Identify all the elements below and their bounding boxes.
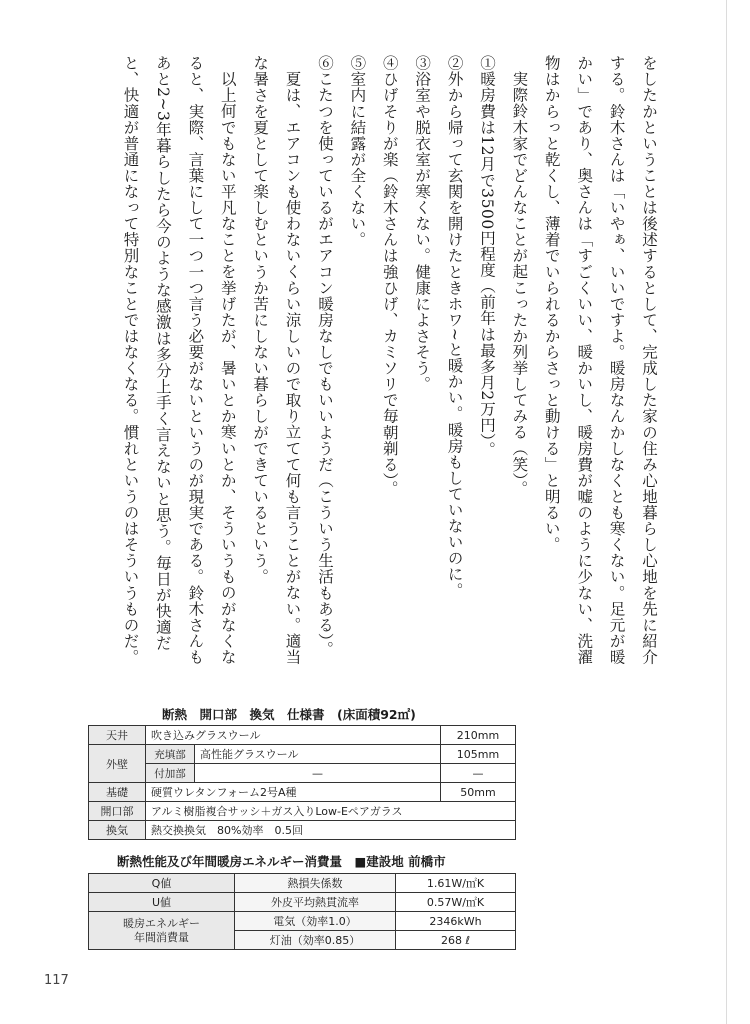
heating-label-line1: 暖房エネルギー <box>123 916 200 930</box>
table-cell <box>89 912 235 950</box>
table-cell: 50mm <box>441 783 516 802</box>
table-cell: 外壁 <box>89 745 146 783</box>
list-item: ①暖房費は12月で3500円程度（前年は最多月2万円）。 <box>477 55 496 458</box>
table-row <box>89 821 516 840</box>
table-cell: 105mm <box>441 745 516 764</box>
table-cell: 熱損失係数 <box>235 874 396 893</box>
list-item: ③浴室や脱衣室が寒くない。健康によさそう。 <box>413 55 432 393</box>
table-cell: — <box>195 764 441 783</box>
table-row <box>89 874 516 893</box>
table-cell: 2346kWh <box>396 912 516 931</box>
table-row <box>89 783 516 802</box>
vertical-body-text <box>95 55 665 680</box>
table-cell: 吹き込みグラスウール <box>146 726 441 745</box>
table-cell: U値 <box>89 893 235 912</box>
table-row <box>89 912 516 931</box>
table-cell: 1.61W/㎡K <box>396 874 516 893</box>
list-item: ②外から帰って玄関を開けたときホワ~と暖かい。暖房もしていないのに。 <box>445 55 464 599</box>
energy-table-title: 断熱性能及び年間暖房エネルギー消費量 ■建設地 前橋市 <box>117 854 446 869</box>
list-item: ④ひげそりが楽（鈴木さんは強ひげ、カミソリで毎朝剃る）。 <box>380 55 399 497</box>
list-item: ⑤室内に結露が全くない。 <box>348 55 367 248</box>
paragraph: をしたかということは後述するとして、完成した家の住み心地暮らし心地を先に紹介する。鈴木さんは「いやぁ、いいですよ。暖房なんかしなくとも寒くない。足元が暖かい」であり、奥さんは「すごくいい、暖かいし、暖房費が嘘のように少ない、洗濯物はからっと乾くし、薄着でいられるからさっと動ける」と明るい。 <box>542 55 658 665</box>
list-item: ⑥こたつを使っているがエアコン暖房なしでもいいようだ（こういう生活もある）。 <box>315 55 334 658</box>
table-cell: 硬質ウレタンフォーム2号A種 <box>146 783 441 802</box>
page-number: 117 <box>44 973 69 988</box>
page-edge-divider <box>726 0 727 1024</box>
energy-table <box>88 873 516 950</box>
table-cell: — <box>441 764 516 783</box>
table-cell: 付加部 <box>146 764 195 783</box>
table-cell: 電気（効率1.0） <box>235 912 396 931</box>
table-cell: 灯油（効率0.85） <box>235 931 396 950</box>
table-row <box>89 726 516 745</box>
heating-label-line2: 年間消費量 <box>134 930 189 944</box>
table-cell: 268 ℓ <box>396 931 516 950</box>
table-cell: 基礎 <box>89 783 146 802</box>
table-cell: 高性能グラスウール <box>195 745 441 764</box>
table-cell: 開口部 <box>89 802 146 821</box>
spec-table <box>88 725 516 840</box>
paragraph: 実際鈴木家でどんなことが起こったか列挙してみる（笑）。 <box>510 70 529 497</box>
table-cell: 0.57W/㎡K <box>396 893 516 912</box>
table-cell: 充填部 <box>146 745 195 764</box>
table-row <box>89 745 516 764</box>
table-cell: 換気 <box>89 821 146 840</box>
table-row <box>89 764 516 783</box>
paragraph: 夏は、エアコンも使わないくらい涼しいので取り立てて何も言うことがない。適当な暑さを夏として楽しむというか苦にしない暮らしができているという。 <box>251 55 302 665</box>
table-cell: 熱交換換気 80%効率 0.5回 <box>146 821 516 840</box>
table-cell: 210mm <box>441 726 516 745</box>
table-row <box>89 802 516 821</box>
table-cell: 天井 <box>89 726 146 745</box>
table-cell: 外皮平均熱貫流率 <box>235 893 396 912</box>
paragraph: 以上何でもない平凡なことを挙げたが、暑いとか寒いとか、そういうものがなくなると、実際、言葉にして一つ一つ言う必要がないというのが現実である。鈴木さんもあと2~3年暮らしたら今のような感激は多分上手く言えないと思う。毎日が快適だと、快適が普通になって特別なことではなくなる。慣れというのはそういうものだ。 <box>121 55 237 665</box>
table-row <box>89 893 516 912</box>
spec-table-title: 断熱 開口部 換気 仕様書 (床面積92㎡) <box>162 707 416 722</box>
table-cell: アルミ樹脂複合サッシ＋ガス入りLow-Eペアガラス <box>146 802 516 821</box>
table-cell: Q値 <box>89 874 235 893</box>
